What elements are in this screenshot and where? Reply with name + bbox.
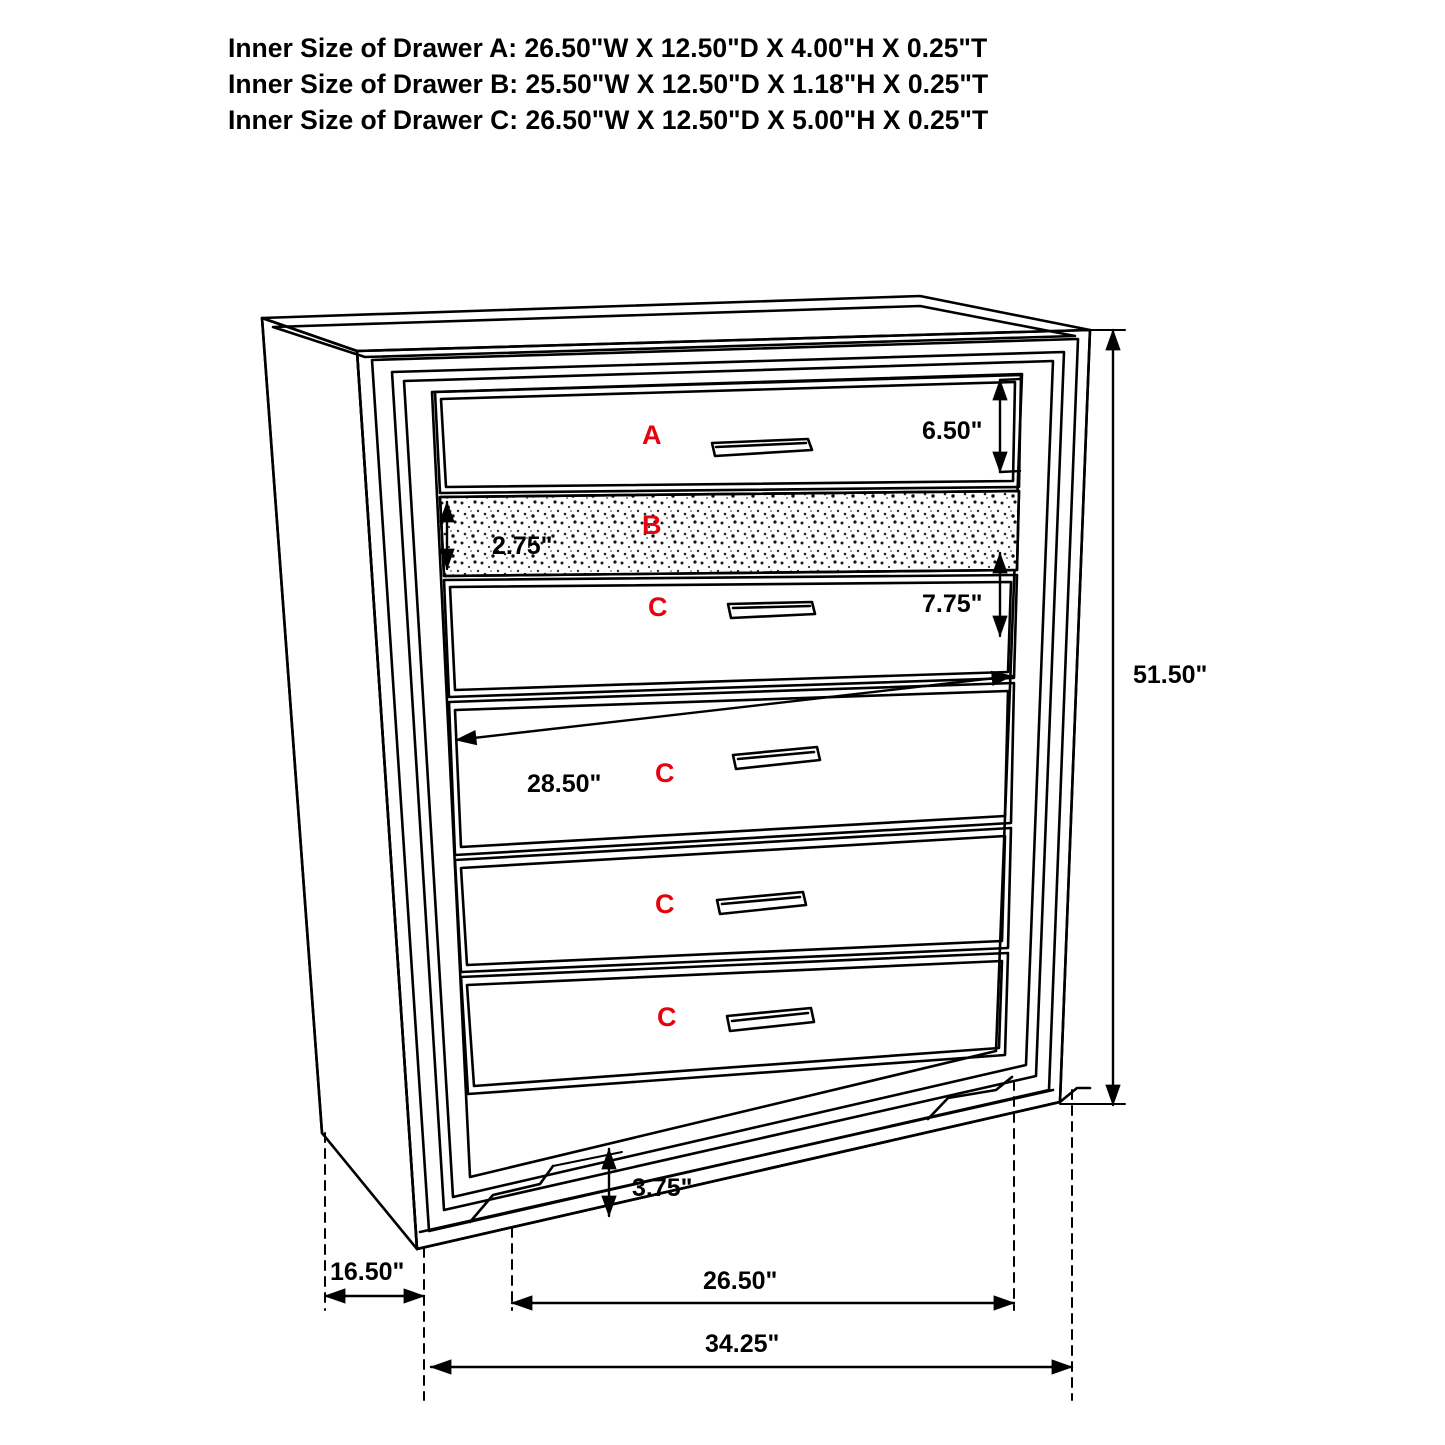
- spec-line-drawer-a: Inner Size of Drawer A: 26.50"W X 12.50"D X 4.00"H X 0.25"T: [228, 33, 988, 63]
- drawer-label-c4-text: C: [657, 1002, 677, 1032]
- drawer-label-b-text: B: [642, 510, 662, 540]
- dimension-front-width-text: 26.50": [703, 1267, 778, 1295]
- dimension-drawer-width-text: 28.50": [527, 770, 602, 798]
- dimension-drawer-c-height-text: 7.75": [922, 590, 983, 618]
- dimension-drawer-b-height-text: 2.75": [492, 532, 553, 560]
- dimension-leg-height: [632, 1174, 693, 1203]
- dimension-overall-width-text: 34.25": [705, 1330, 780, 1358]
- dimension-side-depth-text: 16.50": [330, 1258, 405, 1286]
- drawer-label-b: [642, 510, 662, 541]
- dimension-drawer-a-height: [922, 417, 983, 446]
- dimension-front-width: [703, 1267, 777, 1296]
- drawer-label-c1: [648, 592, 668, 623]
- drawer-label-a: [642, 420, 662, 451]
- dimension-total-height-text: 51.50": [1133, 661, 1208, 689]
- drawer-label-c3-text: C: [655, 889, 675, 919]
- drawer-label-c2: [655, 758, 675, 789]
- dimension-drawer-width: [527, 770, 601, 799]
- dimension-drawer-c-height: [922, 590, 983, 619]
- spec-line-drawer-c: Inner Size of Drawer C: 26.50"W X 12.50"D X 5.00"H X 0.25"T: [228, 105, 989, 135]
- dimension-overall-width: [705, 1330, 779, 1359]
- dimension-total-height: [1133, 661, 1207, 690]
- spec-line-drawer-b: Inner Size of Drawer B: 25.50"W X 12.50"D X 1.18"H X 0.25"T: [228, 69, 989, 99]
- dimension-leg-height-text: 3.75": [632, 1174, 693, 1202]
- drawer-label-c3: [655, 889, 675, 920]
- drawer-label-c4: [657, 1002, 677, 1033]
- dimension-drawer-b-height: [492, 532, 553, 561]
- drawer-label-c1-text: C: [648, 592, 668, 622]
- dimension-side-depth: [330, 1258, 404, 1287]
- dimension-drawer-a-height-text: 6.50": [922, 417, 983, 445]
- drawer-label-c2-text: C: [655, 758, 675, 788]
- drawer-label-a-text: A: [642, 420, 662, 450]
